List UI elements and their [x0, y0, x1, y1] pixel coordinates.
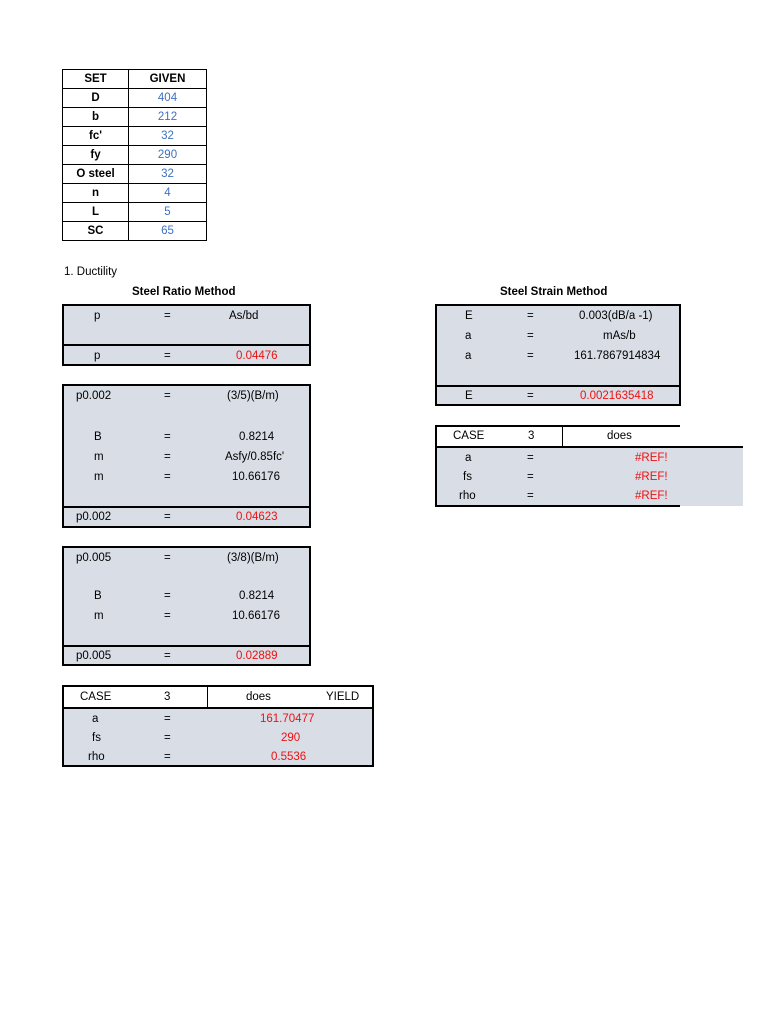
case-does: does [607, 430, 632, 442]
p0002-result[interactable]: 0.04623 [236, 511, 278, 523]
given-key: O steel [63, 165, 129, 184]
m-value: 10.66176 [232, 610, 280, 622]
equals-sign: = [164, 751, 171, 763]
equals-sign: = [527, 390, 534, 402]
p0002-formula: (3/5)(B/m) [227, 390, 279, 402]
p0002-formula-row [64, 386, 309, 406]
given-key: fy [63, 146, 129, 165]
equals-sign: = [527, 490, 534, 502]
given-key: SC [63, 222, 129, 241]
rho-label: rho [88, 751, 105, 763]
e-formula: 0.003(dB/a -1) [579, 310, 653, 322]
fs-row [437, 467, 743, 487]
set-header: SET [63, 70, 129, 89]
a-row [64, 709, 372, 729]
e-formula-row [437, 306, 679, 326]
equals-sign: = [164, 650, 171, 662]
p-formula-row [64, 306, 309, 326]
a-formula: mAs/b [603, 330, 636, 342]
a-value[interactable]: 161.70477 [260, 713, 315, 725]
p0005-result[interactable]: 0.02889 [236, 650, 278, 662]
p-label: p [94, 310, 101, 322]
equals-sign: = [164, 350, 171, 362]
fs-label: fs [92, 732, 101, 744]
beta-row [64, 586, 309, 606]
a-label: a [465, 350, 472, 362]
given-table [62, 69, 207, 241]
p0005-label: p0.005 [76, 650, 112, 662]
given-value[interactable]: 404 [129, 89, 207, 108]
given-value[interactable]: 65 [129, 222, 207, 241]
p0002-label: p0.002 [76, 390, 112, 402]
a-value: 161.7867914834 [574, 350, 661, 362]
m-formula-row [64, 447, 309, 467]
rho-value[interactable]: 0.5536 [271, 751, 307, 763]
equals-sign: = [164, 590, 171, 602]
given-key: fc' [63, 127, 129, 146]
given-header: GIVEN [129, 70, 207, 89]
m-label: m [94, 451, 104, 463]
p0005-box [62, 546, 311, 666]
fs-value[interactable]: #REF! [635, 471, 668, 483]
p-formula: As/bd [229, 310, 259, 322]
p-ratio-box [62, 304, 311, 366]
fs-row [64, 728, 372, 748]
case-label: CASE [453, 430, 485, 442]
case-does: does [246, 691, 271, 703]
equals-sign: = [164, 732, 171, 744]
case-label: CASE [80, 691, 112, 703]
e-label: E [465, 310, 473, 322]
case-number: 3 [528, 430, 535, 442]
steel-strain-method-title: Steel Strain Method [500, 286, 608, 298]
m-value-row [64, 606, 309, 626]
p-result[interactable]: 0.04476 [236, 350, 278, 362]
given-value[interactable]: 4 [129, 184, 207, 203]
m-value-row [64, 467, 309, 487]
p0005-formula: (3/8)(B/m) [227, 552, 279, 564]
given-key: b [63, 108, 129, 127]
equals-sign: = [164, 310, 171, 322]
p0002-label: p0.002 [76, 511, 112, 523]
divider [207, 687, 208, 707]
given-value[interactable]: 32 [129, 127, 207, 146]
a-value[interactable]: #REF! [635, 452, 668, 464]
case-body [64, 707, 372, 765]
equals-sign: = [527, 310, 534, 322]
a-label: a [465, 330, 472, 342]
equals-sign: = [527, 471, 534, 483]
rho-label: rho [459, 490, 476, 502]
equals-sign: = [164, 713, 171, 725]
given-value[interactable]: 32 [129, 165, 207, 184]
equals-sign: = [164, 610, 171, 622]
m-label: m [94, 471, 104, 483]
equals-sign: = [164, 471, 171, 483]
equals-sign: = [164, 451, 171, 463]
e-result-row [437, 386, 679, 406]
p0005-formula-row [64, 548, 309, 568]
equals-sign: = [527, 350, 534, 362]
p-label: p [94, 350, 101, 362]
p0002-box [62, 384, 311, 528]
m-label: m [94, 610, 104, 622]
divider [562, 425, 563, 446]
strain-case-body [435, 446, 743, 506]
section-title: 1. Ductility [64, 266, 118, 278]
ratio-case-box [62, 685, 374, 767]
equals-sign: = [164, 511, 171, 523]
a-row [437, 448, 743, 468]
strain-box [435, 304, 681, 406]
beta-row [64, 427, 309, 447]
e-label: E [465, 390, 473, 402]
equals-sign: = [164, 552, 171, 564]
m-value: 10.66176 [232, 471, 280, 483]
fs-value[interactable]: 290 [281, 732, 301, 744]
case-yield: YIELD [326, 691, 360, 703]
p0002-result-row [64, 507, 309, 527]
equals-sign: = [527, 452, 534, 464]
a-label: a [92, 713, 99, 725]
equals-sign: = [527, 330, 534, 342]
beta-label: B [94, 590, 102, 602]
beta-value: 0.8214 [239, 590, 275, 602]
p-result-row [64, 346, 309, 366]
fs-label: fs [463, 471, 472, 483]
given-key: n [63, 184, 129, 203]
p0005-result-row [64, 646, 309, 666]
given-value[interactable]: 290 [129, 146, 207, 165]
rho-row [437, 486, 743, 506]
given-key: D [63, 89, 129, 108]
divider [435, 505, 680, 507]
strain-case-header [435, 425, 680, 446]
a-formula-row [437, 326, 679, 346]
p0005-label: p0.005 [76, 552, 112, 564]
m-formula: Asfy/0.85fc' [225, 451, 285, 463]
a-value-row [437, 346, 679, 366]
given-key: L [63, 203, 129, 222]
beta-value: 0.8214 [239, 431, 275, 443]
case-header-row [64, 687, 372, 707]
steel-ratio-method-title: Steel Ratio Method [132, 286, 236, 298]
given-value[interactable]: 5 [129, 203, 207, 222]
case-number: 3 [164, 691, 171, 703]
rho-value[interactable]: #REF! [635, 490, 668, 502]
given-value[interactable]: 212 [129, 108, 207, 127]
equals-sign: = [164, 431, 171, 443]
beta-label: B [94, 431, 102, 443]
rho-row [64, 747, 372, 767]
a-label: a [465, 452, 472, 464]
e-result[interactable]: 0.0021635418 [580, 390, 654, 402]
equals-sign: = [164, 390, 171, 402]
